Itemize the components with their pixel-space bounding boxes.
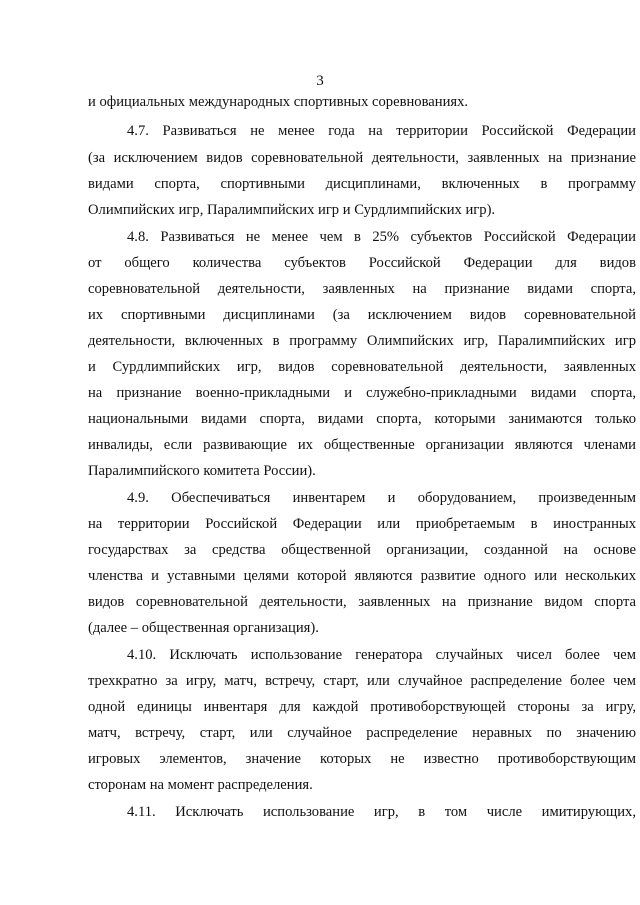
text-line: государствах за средства общественной организации, созданной на основе xyxy=(88,542,636,558)
text-line: (далее – общественная организация). xyxy=(88,620,319,636)
text-line: видами спорта, спортивными дисциплинами, включенных в программу xyxy=(88,176,636,192)
text-line: одной единицы инвентаря для каждой противоборствующей стороны за игру, xyxy=(88,699,636,715)
text-line: на признание военно-прикладными и служебно-прикладными видами спорта, xyxy=(88,385,636,401)
page-number: 3 xyxy=(316,73,324,89)
text-line: и официальных международных спортивных соревнованиях. xyxy=(88,94,469,110)
text-line: Олимпийских игр, Паралимпийских игр и Сурдлимпийских игр). xyxy=(88,202,496,218)
text-line: матч, встречу, старт, или случайное распределение неравных по значению xyxy=(88,725,636,741)
text-line: национальными видами спорта, видами спорта, которыми занимаются только xyxy=(88,411,636,427)
text-line: Паралимпийского комитета России). xyxy=(88,463,316,479)
text-line: игровых элементов, значение которых не известно противоборствующим xyxy=(88,751,636,767)
text-line: трехкратно за игру, матч, встречу, старт, или случайное распределение более чем xyxy=(88,673,636,689)
text-line: 4.7. Развиваться не менее года на территории Российской Федерации xyxy=(127,123,636,139)
text-line: их спортивными дисциплинами (за исключением видов соревновательной xyxy=(88,307,636,323)
text-line: инвалиды, если развивающие их общественные организации являются членами xyxy=(88,437,636,453)
text-line: 4.8. Развиваться не менее чем в 25% субъектов Российской Федерации xyxy=(127,229,636,245)
text-line: и Сурдлимпийских игр, видов соревновательной деятельности, заявленных xyxy=(88,359,636,375)
text-line: 4.9. Обеспечиваться инвентарем и оборудованием, произведенным xyxy=(127,490,636,506)
text-line: соревновательной деятельности, заявленных на признание видами спорта, xyxy=(88,281,636,297)
text-line: деятельности, включенных в программу Олимпийских игр, Паралимпийских игр xyxy=(88,333,636,349)
text-line: сторонам на момент распределения. xyxy=(88,777,313,793)
text-line: 4.11. Исключать использование игр, в том числе имитирующих, xyxy=(127,804,636,820)
text-line: 4.10. Исключать использование генератора случайных чисел более чем xyxy=(127,647,636,663)
text-line: (за исключением видов соревновательной деятельности, заявленных на признание xyxy=(88,150,636,166)
text-line: на территории Российской Федерации или приобретаемым в иностранных xyxy=(88,516,636,532)
text-line: членства и уставными целями которой являются развитие одного или нескольких xyxy=(88,568,636,584)
text-line: видов соревновательной деятельности, заявленных на признание видом спорта xyxy=(88,594,636,610)
text-line: от общего количества субъектов Российской Федерации для видов xyxy=(88,255,636,271)
